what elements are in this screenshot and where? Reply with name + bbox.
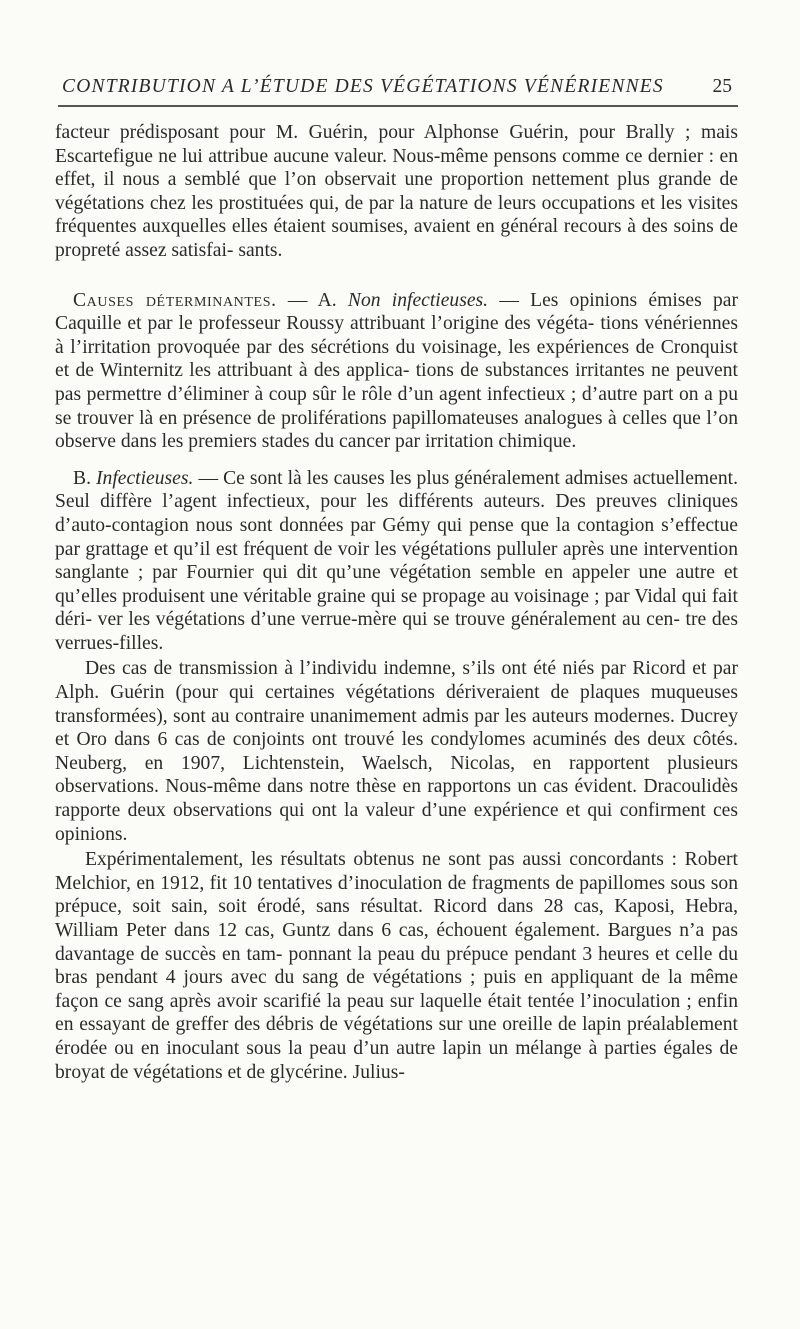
header-rule xyxy=(58,105,738,107)
label-b: B. xyxy=(73,467,97,489)
body-text xyxy=(55,121,738,1084)
paragraph-5: Expérimentalement, les résultats obtenus ne sont pas aussi concordants : Robert Melchior, en 1912, fit 10 tentatives d’inoculation de fragments de papillomes sous son prépuce, soit sain, soit érodé, sans résultat. Ricord dans 28 cas, Kaposi, Hebra, William Peter dans 12 cas, Guntz dans 6 cas, échouent également. Bargues n’a pas davantage de succès en tam- ponnant la peau du prépuce pendant 3 heures et celle du bras pendant 4 jours avec du sang de végétations ; puis en appliquant de la même façon ce sang après avoir scarifié la peau sur laquelle était tentée l’inoculation ; enfin en essayant de greffer des débris de végétations sur une oreille de lapin préalablement érodée ou en inoculant sous la peau d’un autre lapin un mélange à parties égales de broyat de végétations et de glycérine. Julius- xyxy=(55,849,738,1083)
running-header xyxy=(58,74,738,104)
paragraph-1: facteur prédisposant pour M. Guérin, pour Alphonse Guérin, pour Brally ; mais Escartefigue ne lui attribue aucune valeur. Nous-même pensons comme ce dernier : en effet, il nous a semblé que l’on observait une proportion nettement plus grande de végétations chez les prostituées qui, de par la nature de leurs occupations et les visites fréquentes auxquelles elles étaient soumises, avaient en général recours à des soins de propreté assez satisfai- sants. xyxy=(55,122,738,261)
paragraph-4: Des cas de transmission à l’individu indemne, s’ils ont été niés par Ricord et par Alph. Guérin (pour qui certaines végétations dériveraient de plaques muqueuses transformées), sont au contraire unanimement admis par les auteurs modernes. Ducrey et Oro dans 6 cas de conjoints ont trouvé les condylomes acuminés des deux côtés. Neuberg, en 1907, Lichtenstein, Waelsch, Nicolas, en rapportent plusieurs observations. Nous-même dans notre thèse en rapportons un cas évident. Dracoulidès rapporte deux observations qui ont la valeur d’une expérience et qui confirment ces opinions. xyxy=(55,658,738,845)
paragraph-3 xyxy=(55,467,738,656)
subheading-infectieuses: Infectieuses. xyxy=(96,467,194,489)
running-title: CONTRIBUTION A L’ÉTUDE DES VÉGÉTATIONS VÉNÉRIENNES xyxy=(62,76,664,97)
section-heading-causes: Causes déterminantes. xyxy=(73,289,277,311)
heading-separator: — A. xyxy=(276,289,348,311)
paragraph-2-text: — Les opinions émises par Caquille et par le professeur Roussy attribuant l’origine des végéta- tions vénériennes à l’irritation provoquée par des sécrétions du voisinage, les expériences de Cronquist et de Winternitz les attribuant à des applica- tions de substances irritantes ne peuvent pas permettre d’éliminer à coup sûr le rôle d’un agent infectieux ; d’autre part on a pu se trouver là en présence de proliférations papillomateuses analogues à celles que l’on observe dans les premiers stades du cancer par irritation chimique. xyxy=(55,289,738,453)
subheading-non-infectieuses: Non infectieuses. xyxy=(347,289,489,311)
paragraph-3-text: — Ce sont là les causes les plus généralement admises actuellement. Seul diffère l’agent infectieux, pour les différents auteurs. Des preuves cliniques d’auto-contagion nous sont données par Gémy qui pense que la contagion s’effectue par grattage et qu’il est fréquent de voir les végétations pulluler après une intervention sanglante ; par Fournier qui dit qu’une végétation semble en appeler une autre et qu’elles produisent une véritable graine qui se propage au voisinage ; par Vidal qui fait déri- ver les végétations d’une verrue-mère qui se trouve généralement au cen- tre des verrues-filles. xyxy=(55,467,738,654)
paragraph-2 xyxy=(55,289,738,454)
page-number: 25 xyxy=(712,76,732,97)
